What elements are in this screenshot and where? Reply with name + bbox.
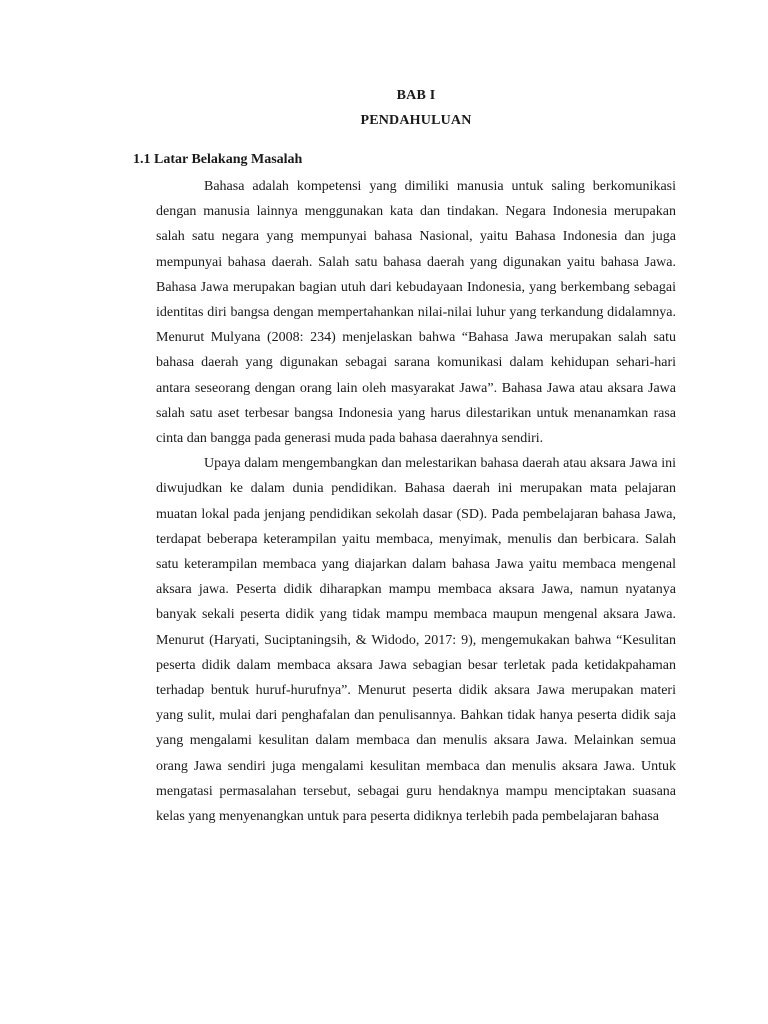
chapter-number: BAB I — [396, 88, 436, 103]
body-text — [156, 174, 676, 829]
chapter-title: PENDAHULUAN — [360, 113, 472, 128]
section-heading: 1.1 Latar Belakang Masalah — [133, 152, 303, 167]
paragraph-2: Upaya dalam mengembangkan dan melestarikan bahasa daerah atau aksara Jawa ini diwujudkan ke dalam dunia pendidikan. Bahasa daerah ini merupakan mata pelajaran muatan lokal pada jenjang pendidikan sekolah dasar (SD). Pada pembelajaran bahasa Jawa, terdapat beberapa keterampilan yaitu membaca, menyimak, menulis dan berbicara. Salah satu keterampilan membaca yang diajarkan dalam bahasa Jawa yaitu membaca mengenal aksara jawa. Peserta didik diharapkan mampu membaca aksara Jawa, namun nyatanya banyak sekali peserta didik yang tidak mampu membaca maupun mengenal aksara Jawa. Menurut (Haryati, Suciptaningsih, & Widodo, 2017: 9), mengemukakan bahwa “Kesulitan peserta didik dalam membaca aksara Jawa sebagian besar terletak pada ketidakpahaman terhadap bentuk huruf-hurufnya”. Menurut peserta didik aksara Jawa merupakan materi yang sulit, mulai dari penghafalan dan penulisannya. Bahkan tidak hanya peserta didik saja yang mengalami kesulitan dalam membaca dan menulis aksara Jawa. Melainkan semua orang Jawa sendiri juga mengalami kesulitan membaca dan menulis aksara Jawa. Untuk mengatasi permasalahan tersebut, sebagai guru hendaknya mampu menciptakan suasana kelas yang menyenangkan untuk para peserta didiknya terlebih pada pembelajaran bahasa — [156, 456, 676, 825]
paragraph-1: Bahasa adalah kompetensi yang dimiliki manusia untuk saling berkomunikasi dengan manusia lainnya menggunakan kata dan tindakan. Negara Indonesia merupakan salah satu negara yang mempunyai bahasa Nasional, yaitu Bahasa Indonesia dan juga mempunyai bahasa daerah. Salah satu bahasa daerah yang digunakan yaitu bahasa Jawa. Bahasa Jawa merupakan bagian utuh dari kebudayaan Indonesia, yang berkembang sebagai identitas diri bangsa dengan mempertahankan nilai-nilai luhur yang terkandung didalamnya. Menurut Mulyana (2008: 234) menjelaskan bahwa “Bahasa Jawa merupakan salah satu bahasa daerah yang digunakan sebagai sarana komunikasi dalam kehidupan sehari-hari antara seseorang dengan orang lain oleh masyarakat Jawa”. Bahasa Jawa atau aksara Jawa salah satu aset terbesar bangsa Indonesia yang harus dilestarikan untuk menanamkan rasa cinta dan bangga pada generasi muda pada bahasa daerahnya sendiri. — [156, 179, 676, 447]
